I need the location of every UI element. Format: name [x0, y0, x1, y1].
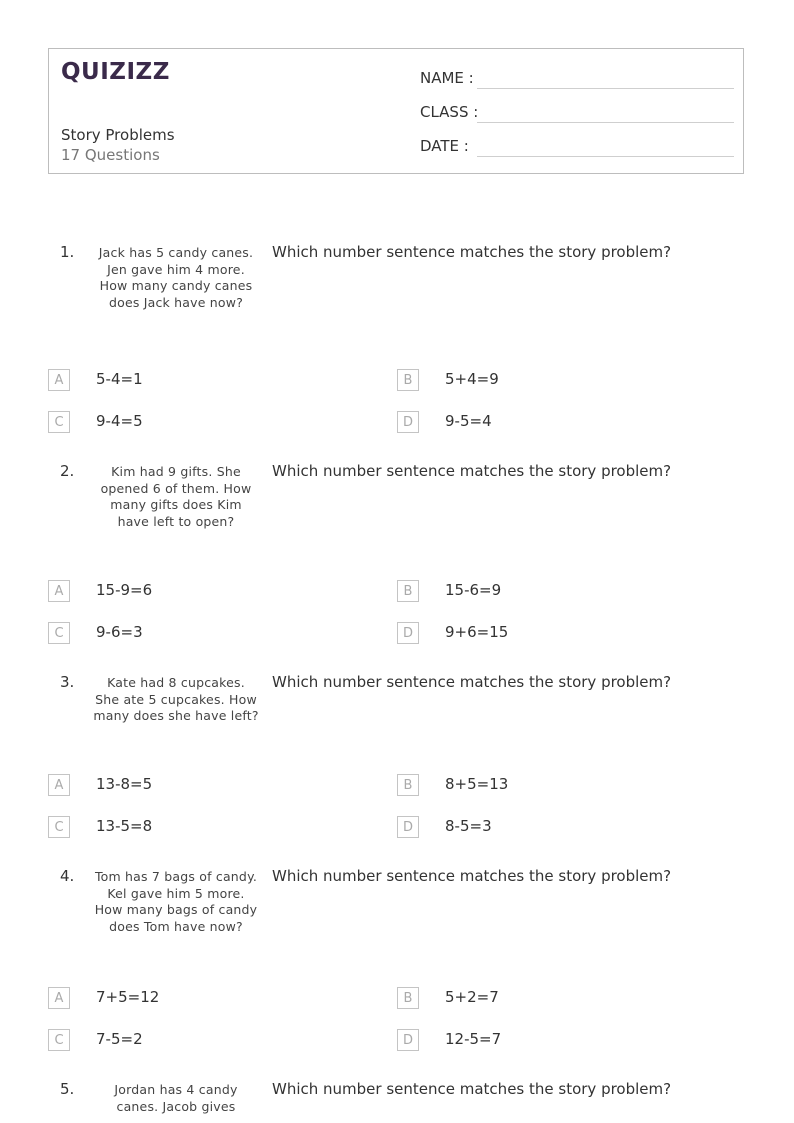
choice-letter: A	[48, 369, 70, 391]
question-count: 17 Questions	[61, 146, 160, 164]
question-prompt: Which number sentence matches the story problem?	[272, 1080, 672, 1098]
question-number: 2.	[60, 462, 75, 480]
class-line[interactable]	[477, 122, 734, 123]
story-image: Jordan has 4 candy canes. Jacob gives	[114, 1082, 238, 1114]
story-image: Kate had 8 cupcakes. She ate 5 cupcakes. How many does she have left?	[93, 675, 259, 723]
story-image: Jack has 5 candy canes. Jen gave him 4 more. How many candy canes does Jack have now?	[98, 245, 254, 310]
question-prompt: Which number sentence matches the story problem?	[272, 867, 672, 885]
choice-letter: A	[48, 774, 70, 796]
choice-letter: C	[48, 411, 70, 433]
choice-letter: D	[397, 816, 419, 838]
choice-text: 9-5=4	[445, 412, 492, 430]
question-prompt: Which number sentence matches the story problem?	[272, 243, 672, 261]
choice-text: 7-5=2	[96, 1030, 143, 1048]
choice-text: 5-4=1	[96, 370, 143, 388]
question-number: 3.	[60, 673, 75, 691]
choice-letter: D	[397, 622, 419, 644]
choice-letter: C	[48, 1029, 70, 1051]
question-number: 1.	[60, 243, 75, 261]
choice-text: 5+4=9	[445, 370, 499, 388]
question-prompt: Which number sentence matches the story problem?	[272, 462, 672, 480]
choice-letter: B	[397, 774, 419, 796]
choice-letter: B	[397, 987, 419, 1009]
choice-text: 8-5=3	[445, 817, 492, 835]
date-label: DATE :	[420, 137, 469, 155]
choice-text: 9+6=15	[445, 623, 509, 641]
story-image: Kim had 9 gifts. She opened 6 of them. How many gifts does Kim have left to open?	[100, 464, 252, 529]
quizizz-logo: QUIZIZZ	[61, 59, 170, 85]
choice-letter: C	[48, 816, 70, 838]
worksheet-title: Story Problems	[61, 126, 175, 144]
question-number: 4.	[60, 867, 75, 885]
choice-text: 12-5=7	[445, 1030, 502, 1048]
choice-letter: B	[397, 580, 419, 602]
date-field[interactable]	[420, 137, 734, 159]
question-prompt: Which number sentence matches the story problem?	[272, 673, 672, 691]
choice-letter: D	[397, 411, 419, 433]
name-line[interactable]	[477, 88, 734, 89]
class-field[interactable]	[420, 103, 734, 125]
choice-text: 8+5=13	[445, 775, 509, 793]
choice-text: 9-6=3	[96, 623, 143, 641]
name-field[interactable]	[420, 69, 734, 91]
name-label: NAME :	[420, 69, 474, 87]
choice-text: 13-5=8	[96, 817, 153, 835]
question-number: 5.	[60, 1080, 75, 1098]
choice-text: 7+5=12	[96, 988, 160, 1006]
choice-letter: A	[48, 580, 70, 602]
story-image: Tom has 7 bags of candy. Kel gave him 5 more. How many bags of candy does Tom have now?	[94, 869, 258, 934]
choice-text: 13-8=5	[96, 775, 153, 793]
choice-text: 15-6=9	[445, 581, 502, 599]
date-line[interactable]	[477, 156, 734, 157]
choice-text: 15-9=6	[96, 581, 153, 599]
choice-letter: C	[48, 622, 70, 644]
worksheet-header	[48, 48, 744, 174]
choice-text: 5+2=7	[445, 988, 499, 1006]
class-label: CLASS :	[420, 103, 479, 121]
choice-letter: A	[48, 987, 70, 1009]
choice-letter: B	[397, 369, 419, 391]
choice-text: 9-4=5	[96, 412, 143, 430]
choice-letter: D	[397, 1029, 419, 1051]
